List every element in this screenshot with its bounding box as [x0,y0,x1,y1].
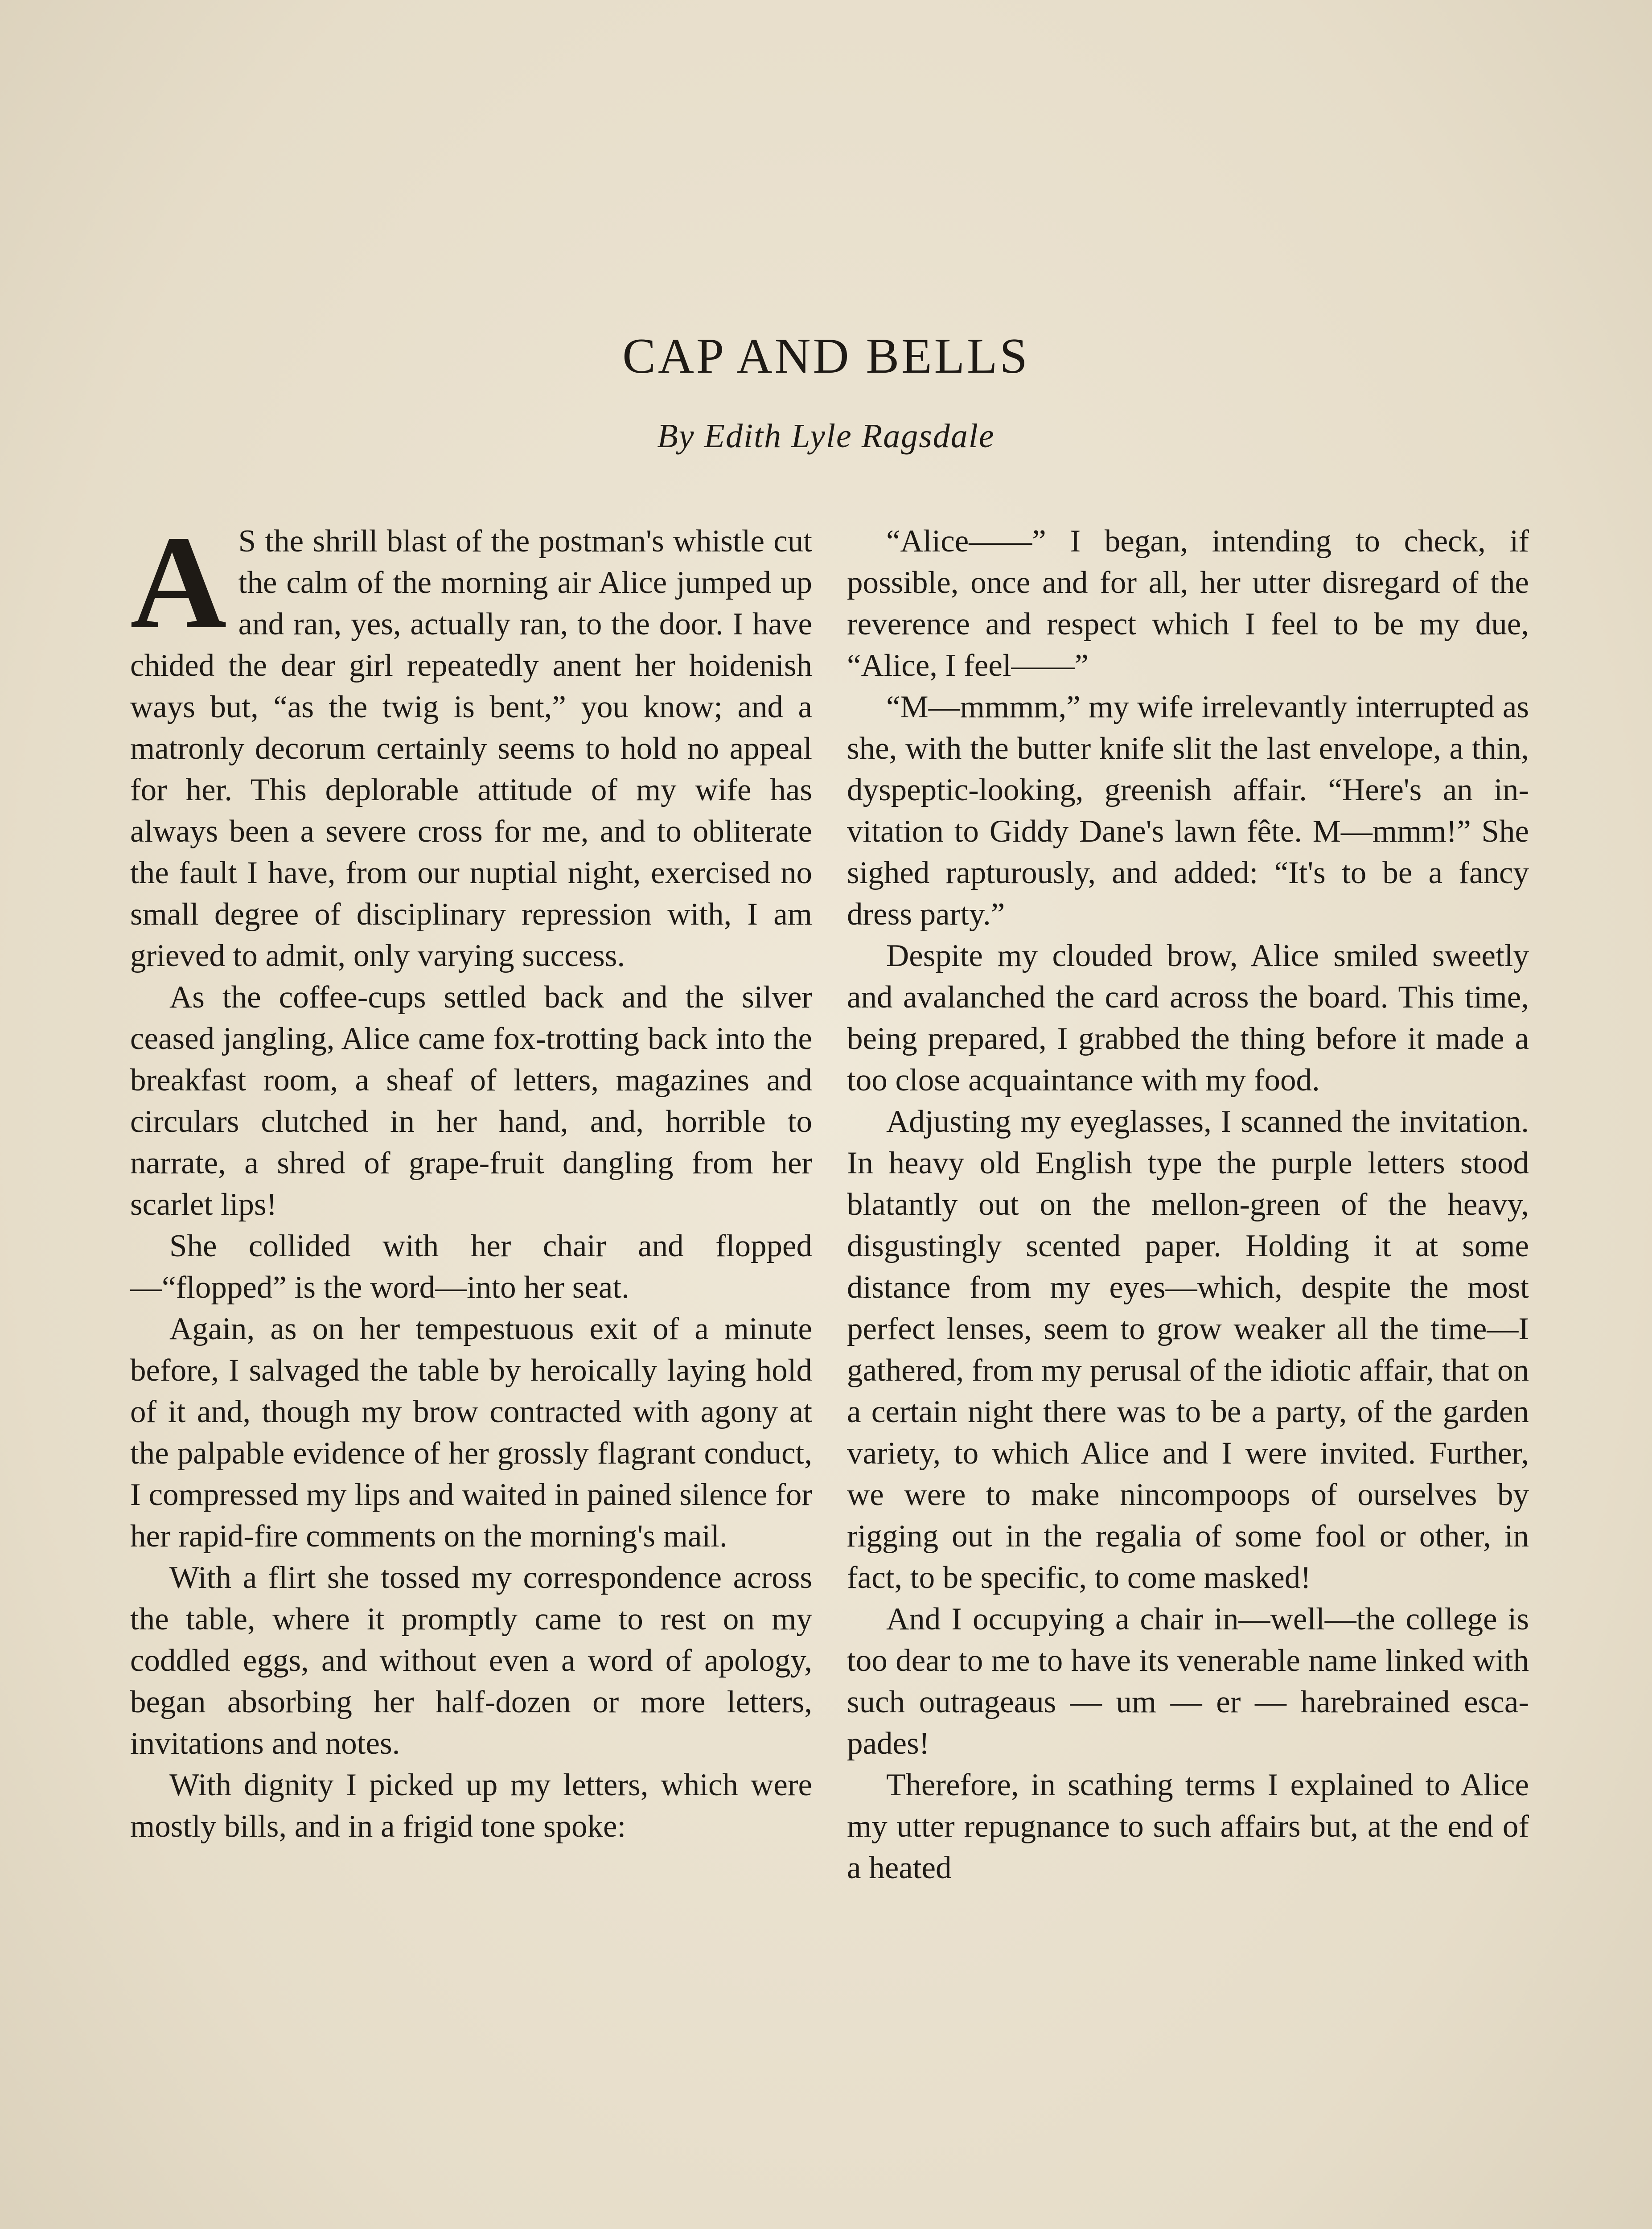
story-title: CAP AND BELLS [622,329,1030,384]
paragraph: Therefore, in scathing terms I explained to Alice my utter repugnance to such affairs but, at the end of a heated [847,1768,1529,1885]
paragraph: Again, as on her tempestuous exit of a minute before, I salvaged the table by heroically laying hold of it and, though my brow contracted with agony at the palpable evidence of her grossly flagrant conduct, I compressed my lips and waited in pained silence for her rapid-fire comments on the morning's mail. [130,1312,812,1554]
paragraph-text: S the shrill blast of the postman's whistle cut the calm of the morning air Alice jumped up and ran, yes, actually ran, to the door. I have chided the dear girl repeatedly anent her hoidenish ways but, “as the twig is bent,” you know; and a matronly decorum certainly seems to hold no appeal for her. This deplorable attitude of my wife has always been a severe cross for me, and to obliterate the fault I have, from our nuptial night, exercised no small degree of disciplinary repression with, I am grieved to admit, only varying success. [130,524,812,973]
paragraph: With dignity I picked up my letters, which were mostly bills, and in a frigid tone spoke: [130,1768,812,1844]
paragraph: As the coffee-cups settled back and the silver ceased jangling, Alice came fox-trotting back into the breakfast room, a sheaf of letters, magazines and circulars clutched in her hand, and, horrible to narrate, a shred of grape-fruit dangling from her scarlet lips! [130,980,812,1222]
paragraph: Despite my clouded brow, Alice smiled sweetly and avalanched the card across the board. This time, being prepared, I grabbed the thing before it made a too close acquaintance with my food. [847,938,1529,1098]
author-byline: By Edith Lyle Ragsdale [657,417,995,455]
paragraph: And I occupying a chair in—well—the college is too dear to me to have its venerable name linked with such outrageaus — um — er — harebrained escapades! [847,1602,1529,1761]
left-column [130,508,812,1847]
paragraph: “M—mmmm,” my wife irrelevantly interrupted as she, with the butter knife slit the last envelope, a thin, dyspeptic-looking, greenish affair. “Here's an invitation to Giddy Dane's lawn fête. M—mmm!” She sighed rapturously, and added: “It's to be a fancy dress party.” [847,690,1529,932]
paragraph: She collided with her chair and flopped—“flopped” is the word—into her seat. [130,1229,812,1305]
paragraph: Adjusting my eyeglasses, I scanned the invitation. In heavy old English type the purple letters stood blatantly out on the mellon-green of the heavy, disgustingly scented paper. Holding it at some distance from my eyes—which, despite the most perfect lenses, seem to grow weaker all the time—I gathered, from my perusal of the idiotic affair, that on a certain night there was to be a party, of the garden variety, to which Alice and I were invited. Further, we were to make nincompoops of ourselves by rigging out in the regalia of some fool or other, in fact, to be specific, to come masked! [847,1104,1529,1595]
paragraph: With a flirt she tossed my correspondence across the table, where it promptly came to rest on my coddled eggs, and without even a word of apology, began absorbing her half-dozen or more letters, invitations and notes. [130,1560,812,1761]
paragraph: “Alice——” I began, intending to check, if possible, once and for all, her utter disregard of the reverence and respect which I feel to be my due, “Alice, I feel——” [847,524,1529,683]
drop-cap: A [130,508,227,656]
right-column [847,521,1529,1889]
paragraph [130,508,812,977]
